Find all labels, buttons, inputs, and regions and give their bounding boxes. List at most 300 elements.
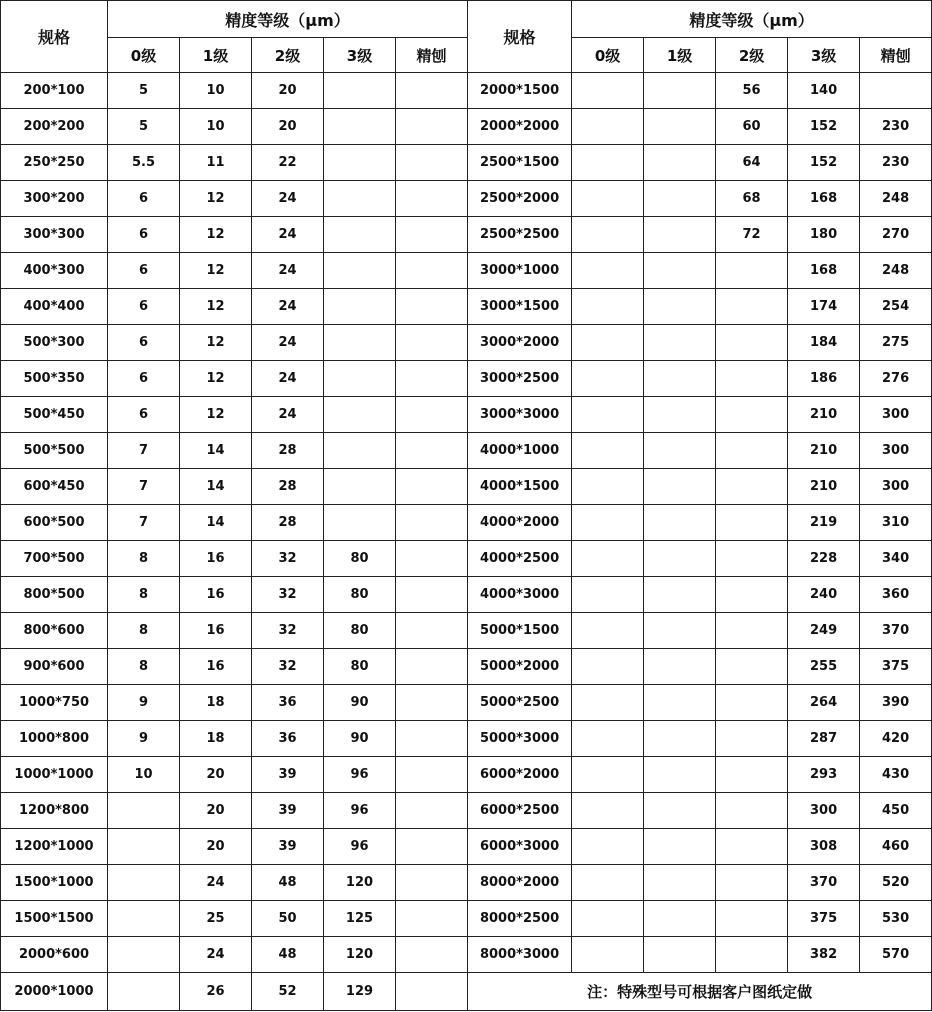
right-grade-1-cell xyxy=(644,469,716,505)
left-grade-0-cell xyxy=(108,937,180,973)
left-spec-cell: 1000*750 xyxy=(1,685,108,721)
right-grade-3-cell: 255 xyxy=(788,649,860,685)
left-spec-cell: 600*450 xyxy=(1,469,108,505)
left-grade-2-cell: 28 xyxy=(252,505,324,541)
table-row xyxy=(1,433,932,469)
left-grade-3-cell xyxy=(324,325,396,361)
left-spec-cell: 2000*600 xyxy=(1,937,108,973)
right-grade-3-cell: 210 xyxy=(788,397,860,433)
left-planing-cell xyxy=(396,865,468,901)
left-grade-3-cell xyxy=(324,433,396,469)
right-grade-3-cell: 219 xyxy=(788,505,860,541)
right-spec-cell: 5000*3000 xyxy=(468,721,572,757)
left-grade-3-cell: 80 xyxy=(324,649,396,685)
right-grade-2-cell: 56 xyxy=(716,73,788,109)
right-grade-0-cell xyxy=(572,829,644,865)
right-grade-2-cell xyxy=(716,361,788,397)
right-grade-2-cell xyxy=(716,253,788,289)
left-grade-2-cell: 32 xyxy=(252,649,324,685)
left-planing-cell xyxy=(396,505,468,541)
left-grade-1-cell: 12 xyxy=(180,253,252,289)
right-grade-0-cell xyxy=(572,109,644,145)
table-row xyxy=(1,181,932,217)
right-planing-cell: 360 xyxy=(860,577,932,613)
left-planing-cell xyxy=(396,649,468,685)
table-row xyxy=(1,649,932,685)
right-planing-cell: 420 xyxy=(860,721,932,757)
left-planing-cell xyxy=(396,325,468,361)
right-grade-0-cell xyxy=(572,289,644,325)
left-grade-0-cell: 7 xyxy=(108,433,180,469)
right-grade-2-cell xyxy=(716,937,788,973)
right-grade-1-cell xyxy=(644,901,716,937)
right-grade-0-cell xyxy=(572,613,644,649)
right-grade-2-cell xyxy=(716,505,788,541)
right-planing-cell: 570 xyxy=(860,937,932,973)
left-grade-1-cell: 10 xyxy=(180,109,252,145)
grade-1-header-right: 1级 xyxy=(644,38,716,73)
left-grade-1-cell: 12 xyxy=(180,217,252,253)
right-planing-cell: 300 xyxy=(860,397,932,433)
table-row xyxy=(1,505,932,541)
right-spec-cell: 3000*1500 xyxy=(468,289,572,325)
left-grade-2-cell: 20 xyxy=(252,73,324,109)
right-grade-3-cell: 140 xyxy=(788,73,860,109)
left-grade-0-cell: 8 xyxy=(108,577,180,613)
left-grade-3-cell: 96 xyxy=(324,757,396,793)
right-grade-1-cell xyxy=(644,109,716,145)
grade-1-header-left: 1级 xyxy=(180,38,252,73)
grade-3-header-right: 3级 xyxy=(788,38,860,73)
left-grade-2-cell: 24 xyxy=(252,289,324,325)
right-grade-2-cell: 64 xyxy=(716,145,788,181)
right-grade-0-cell xyxy=(572,865,644,901)
left-grade-0-cell: 9 xyxy=(108,685,180,721)
right-grade-1-cell xyxy=(644,757,716,793)
left-planing-cell xyxy=(396,577,468,613)
left-grade-0-cell: 5.5 xyxy=(108,145,180,181)
right-grade-0-cell xyxy=(572,541,644,577)
table-row xyxy=(1,325,932,361)
right-planing-cell: 430 xyxy=(860,757,932,793)
right-grade-1-cell xyxy=(644,217,716,253)
right-spec-cell: 2500*2500 xyxy=(468,217,572,253)
left-grade-3-cell: 80 xyxy=(324,541,396,577)
left-grade-0-cell xyxy=(108,865,180,901)
grade-0-header-right: 0级 xyxy=(572,38,644,73)
left-grade-0-cell: 5 xyxy=(108,73,180,109)
right-planing-cell: 300 xyxy=(860,469,932,505)
left-grade-3-cell xyxy=(324,397,396,433)
right-grade-1-cell xyxy=(644,541,716,577)
left-grade-1-cell: 14 xyxy=(180,433,252,469)
right-planing-cell: 248 xyxy=(860,181,932,217)
left-grade-1-cell: 16 xyxy=(180,577,252,613)
right-grade-1-cell xyxy=(644,793,716,829)
right-planing-cell: 254 xyxy=(860,289,932,325)
left-planing-cell xyxy=(396,793,468,829)
right-grade-3-cell: 168 xyxy=(788,253,860,289)
right-grade-0-cell xyxy=(572,793,644,829)
left-spec-cell: 500*450 xyxy=(1,397,108,433)
table-row xyxy=(1,217,932,253)
right-grade-0-cell xyxy=(572,397,644,433)
left-grade-2-cell: 39 xyxy=(252,757,324,793)
right-grade-0-cell xyxy=(572,433,644,469)
right-spec-cell: 6000*2500 xyxy=(468,793,572,829)
right-grade-2-cell xyxy=(716,829,788,865)
left-planing-cell xyxy=(396,145,468,181)
right-spec-cell: 8000*3000 xyxy=(468,937,572,973)
right-grade-0-cell xyxy=(572,325,644,361)
left-grade-3-cell xyxy=(324,253,396,289)
right-spec-cell: 8000*2000 xyxy=(468,865,572,901)
left-planing-cell xyxy=(396,469,468,505)
planing-header-left: 精刨 xyxy=(396,38,468,73)
right-spec-cell: 4000*1500 xyxy=(468,469,572,505)
left-grade-1-cell: 12 xyxy=(180,325,252,361)
right-grade-1-cell xyxy=(644,685,716,721)
right-grade-3-cell: 174 xyxy=(788,289,860,325)
left-grade-2-cell: 28 xyxy=(252,469,324,505)
grade-2-header-left: 2级 xyxy=(252,38,324,73)
spec-header-left: 规格 xyxy=(1,1,108,73)
right-spec-cell: 6000*2000 xyxy=(468,757,572,793)
left-grade-2-cell: 22 xyxy=(252,145,324,181)
left-grade-1-cell: 16 xyxy=(180,613,252,649)
grade-3-header-left: 3级 xyxy=(324,38,396,73)
right-spec-cell: 5000*1500 xyxy=(468,613,572,649)
right-grade-2-cell xyxy=(716,613,788,649)
left-grade-3-cell xyxy=(324,469,396,505)
table-body xyxy=(1,73,932,1011)
right-grade-2-cell xyxy=(716,397,788,433)
left-grade-0-cell: 6 xyxy=(108,217,180,253)
right-grade-2-cell xyxy=(716,865,788,901)
right-grade-2-cell xyxy=(716,469,788,505)
left-grade-3-cell xyxy=(324,361,396,397)
right-spec-cell: 3000*1000 xyxy=(468,253,572,289)
table-row xyxy=(1,757,932,793)
right-grade-1-cell xyxy=(644,577,716,613)
right-grade-1-cell xyxy=(644,721,716,757)
left-spec-cell: 1000*1000 xyxy=(1,757,108,793)
right-planing-cell: 275 xyxy=(860,325,932,361)
right-planing-cell: 450 xyxy=(860,793,932,829)
right-grade-0-cell xyxy=(572,217,644,253)
left-grade-0-cell: 5 xyxy=(108,109,180,145)
left-grade-1-cell: 10 xyxy=(180,73,252,109)
right-grade-1-cell xyxy=(644,325,716,361)
left-planing-cell xyxy=(396,721,468,757)
right-planing-cell: 248 xyxy=(860,253,932,289)
right-grade-3-cell: 382 xyxy=(788,937,860,973)
left-grade-2-cell: 24 xyxy=(252,397,324,433)
right-grade-2-cell xyxy=(716,541,788,577)
right-grade-1-cell xyxy=(644,829,716,865)
right-grade-1-cell xyxy=(644,865,716,901)
left-planing-cell xyxy=(396,181,468,217)
left-grade-2-cell: 39 xyxy=(252,829,324,865)
left-grade-0-cell: 8 xyxy=(108,541,180,577)
table-row xyxy=(1,73,932,109)
right-grade-0-cell xyxy=(572,73,644,109)
right-grade-3-cell: 249 xyxy=(788,613,860,649)
right-grade-3-cell: 152 xyxy=(788,145,860,181)
left-grade-3-cell xyxy=(324,217,396,253)
right-grade-0-cell xyxy=(572,901,644,937)
left-grade-2-cell: 39 xyxy=(252,793,324,829)
right-planing-cell: 310 xyxy=(860,505,932,541)
right-spec-cell: 6000*3000 xyxy=(468,829,572,865)
left-grade-3-cell: 96 xyxy=(324,829,396,865)
right-grade-2-cell xyxy=(716,901,788,937)
right-spec-cell: 3000*2000 xyxy=(468,325,572,361)
right-grade-2-cell xyxy=(716,433,788,469)
grade-0-header-left: 0级 xyxy=(108,38,180,73)
right-spec-cell: 2500*1500 xyxy=(468,145,572,181)
left-planing-cell xyxy=(396,289,468,325)
left-grade-2-cell: 24 xyxy=(252,253,324,289)
right-grade-1-cell xyxy=(644,145,716,181)
right-grade-0-cell xyxy=(572,937,644,973)
left-spec-cell: 500*300 xyxy=(1,325,108,361)
right-grade-2-cell xyxy=(716,289,788,325)
right-planing-cell: 340 xyxy=(860,541,932,577)
table-row xyxy=(1,253,932,289)
left-spec-cell: 400*400 xyxy=(1,289,108,325)
left-spec-cell: 900*600 xyxy=(1,649,108,685)
right-grade-1-cell xyxy=(644,505,716,541)
left-planing-cell xyxy=(396,397,468,433)
left-planing-cell xyxy=(396,73,468,109)
left-grade-0-cell: 10 xyxy=(108,757,180,793)
left-grade-1-cell: 26 xyxy=(180,973,252,1011)
right-grade-2-cell xyxy=(716,685,788,721)
left-grade-2-cell: 36 xyxy=(252,685,324,721)
right-grade-3-cell: 287 xyxy=(788,721,860,757)
left-spec-cell: 300*200 xyxy=(1,181,108,217)
left-grade-3-cell xyxy=(324,505,396,541)
left-grade-2-cell: 48 xyxy=(252,937,324,973)
right-planing-cell: 370 xyxy=(860,613,932,649)
right-planing-cell: 230 xyxy=(860,145,932,181)
left-grade-2-cell: 28 xyxy=(252,433,324,469)
left-spec-cell: 800*500 xyxy=(1,577,108,613)
right-planing-cell: 520 xyxy=(860,865,932,901)
right-spec-cell: 5000*2500 xyxy=(468,685,572,721)
right-grade-3-cell: 240 xyxy=(788,577,860,613)
left-spec-cell: 250*250 xyxy=(1,145,108,181)
left-grade-1-cell: 14 xyxy=(180,469,252,505)
left-grade-3-cell xyxy=(324,181,396,217)
left-grade-1-cell: 12 xyxy=(180,181,252,217)
table-row xyxy=(1,289,932,325)
right-grade-0-cell xyxy=(572,253,644,289)
right-grade-2-cell xyxy=(716,793,788,829)
left-grade-2-cell: 50 xyxy=(252,901,324,937)
left-grade-1-cell: 16 xyxy=(180,541,252,577)
left-grade-3-cell xyxy=(324,145,396,181)
right-grade-2-cell xyxy=(716,325,788,361)
right-grade-0-cell xyxy=(572,361,644,397)
left-grade-0-cell: 6 xyxy=(108,397,180,433)
left-spec-cell: 1200*1000 xyxy=(1,829,108,865)
left-planing-cell xyxy=(396,541,468,577)
right-planing-cell: 276 xyxy=(860,361,932,397)
table-row xyxy=(1,541,932,577)
left-spec-cell: 500*350 xyxy=(1,361,108,397)
right-planing-cell xyxy=(860,73,932,109)
left-grade-0-cell: 6 xyxy=(108,253,180,289)
left-grade-0-cell xyxy=(108,901,180,937)
left-grade-0-cell: 7 xyxy=(108,505,180,541)
right-grade-3-cell: 186 xyxy=(788,361,860,397)
left-planing-cell xyxy=(396,253,468,289)
left-grade-3-cell: 90 xyxy=(324,721,396,757)
right-spec-cell: 2500*2000 xyxy=(468,181,572,217)
left-grade-1-cell: 16 xyxy=(180,649,252,685)
left-planing-cell xyxy=(396,829,468,865)
left-grade-0-cell: 6 xyxy=(108,289,180,325)
right-grade-3-cell: 264 xyxy=(788,685,860,721)
right-grade-3-cell: 308 xyxy=(788,829,860,865)
left-grade-1-cell: 18 xyxy=(180,685,252,721)
left-grade-2-cell: 24 xyxy=(252,217,324,253)
left-grade-3-cell: 96 xyxy=(324,793,396,829)
right-grade-2-cell xyxy=(716,649,788,685)
left-planing-cell xyxy=(396,217,468,253)
left-planing-cell xyxy=(396,109,468,145)
left-spec-cell: 800*600 xyxy=(1,613,108,649)
right-grade-1-cell xyxy=(644,937,716,973)
left-grade-3-cell: 90 xyxy=(324,685,396,721)
right-grade-3-cell: 370 xyxy=(788,865,860,901)
left-grade-1-cell: 25 xyxy=(180,901,252,937)
table-row xyxy=(1,973,932,1011)
grade-header-left: 精度等级（μm） xyxy=(108,1,468,38)
left-grade-1-cell: 12 xyxy=(180,397,252,433)
table-row xyxy=(1,613,932,649)
left-planing-cell xyxy=(396,757,468,793)
left-planing-cell xyxy=(396,901,468,937)
right-planing-cell: 460 xyxy=(860,829,932,865)
left-grade-2-cell: 52 xyxy=(252,973,324,1011)
right-grade-0-cell xyxy=(572,145,644,181)
left-grade-2-cell: 36 xyxy=(252,721,324,757)
right-grade-3-cell: 293 xyxy=(788,757,860,793)
right-grade-3-cell: 228 xyxy=(788,541,860,577)
right-grade-2-cell: 72 xyxy=(716,217,788,253)
left-spec-cell: 1200*800 xyxy=(1,793,108,829)
left-grade-0-cell xyxy=(108,829,180,865)
left-grade-3-cell: 80 xyxy=(324,613,396,649)
right-grade-3-cell: 152 xyxy=(788,109,860,145)
left-grade-2-cell: 24 xyxy=(252,325,324,361)
right-grade-0-cell xyxy=(572,469,644,505)
left-grade-1-cell: 20 xyxy=(180,793,252,829)
right-grade-0-cell xyxy=(572,505,644,541)
right-grade-1-cell xyxy=(644,397,716,433)
custom-order-note: 注：特殊型号可根据客户图纸定做 xyxy=(468,973,932,1011)
right-grade-0-cell xyxy=(572,721,644,757)
left-grade-1-cell: 20 xyxy=(180,829,252,865)
left-grade-2-cell: 32 xyxy=(252,541,324,577)
right-grade-3-cell: 210 xyxy=(788,469,860,505)
left-spec-cell: 2000*1000 xyxy=(1,973,108,1011)
left-spec-cell: 1500*1000 xyxy=(1,865,108,901)
left-grade-2-cell: 32 xyxy=(252,613,324,649)
right-grade-1-cell xyxy=(644,433,716,469)
left-grade-0-cell: 8 xyxy=(108,649,180,685)
left-grade-2-cell: 48 xyxy=(252,865,324,901)
left-grade-3-cell: 80 xyxy=(324,577,396,613)
right-planing-cell: 270 xyxy=(860,217,932,253)
right-grade-1-cell xyxy=(644,253,716,289)
left-grade-0-cell: 6 xyxy=(108,181,180,217)
right-grade-2-cell xyxy=(716,577,788,613)
left-grade-1-cell: 18 xyxy=(180,721,252,757)
right-grade-3-cell: 180 xyxy=(788,217,860,253)
right-spec-cell: 3000*2500 xyxy=(468,361,572,397)
right-grade-3-cell: 375 xyxy=(788,901,860,937)
table-row xyxy=(1,361,932,397)
left-grade-0-cell: 7 xyxy=(108,469,180,505)
left-grade-3-cell xyxy=(324,289,396,325)
left-grade-2-cell: 24 xyxy=(252,361,324,397)
left-spec-cell: 300*300 xyxy=(1,217,108,253)
right-planing-cell: 530 xyxy=(860,901,932,937)
left-planing-cell xyxy=(396,361,468,397)
right-grade-1-cell xyxy=(644,73,716,109)
left-spec-cell: 1500*1500 xyxy=(1,901,108,937)
right-grade-2-cell: 60 xyxy=(716,109,788,145)
left-grade-0-cell xyxy=(108,793,180,829)
right-spec-cell: 8000*2500 xyxy=(468,901,572,937)
left-grade-2-cell: 24 xyxy=(252,181,324,217)
right-planing-cell: 375 xyxy=(860,649,932,685)
table-row xyxy=(1,685,932,721)
right-grade-1-cell xyxy=(644,181,716,217)
right-grade-0-cell xyxy=(572,685,644,721)
right-grade-2-cell xyxy=(716,757,788,793)
left-grade-0-cell: 8 xyxy=(108,613,180,649)
left-spec-cell: 1000*800 xyxy=(1,721,108,757)
left-planing-cell xyxy=(396,433,468,469)
left-grade-1-cell: 24 xyxy=(180,865,252,901)
left-grade-1-cell: 14 xyxy=(180,505,252,541)
left-grade-3-cell xyxy=(324,109,396,145)
left-planing-cell xyxy=(396,685,468,721)
table-row xyxy=(1,577,932,613)
left-grade-3-cell: 125 xyxy=(324,901,396,937)
left-grade-3-cell: 120 xyxy=(324,865,396,901)
left-grade-1-cell: 24 xyxy=(180,937,252,973)
left-spec-cell: 500*500 xyxy=(1,433,108,469)
left-grade-0-cell: 9 xyxy=(108,721,180,757)
right-grade-3-cell: 300 xyxy=(788,793,860,829)
left-grade-3-cell xyxy=(324,73,396,109)
left-spec-cell: 200*100 xyxy=(1,73,108,109)
right-grade-0-cell xyxy=(572,757,644,793)
table-row xyxy=(1,865,932,901)
table-row xyxy=(1,109,932,145)
table-row xyxy=(1,397,932,433)
table-row xyxy=(1,793,932,829)
right-spec-cell: 5000*2000 xyxy=(468,649,572,685)
left-grade-1-cell: 11 xyxy=(180,145,252,181)
right-spec-cell: 2000*1500 xyxy=(468,73,572,109)
